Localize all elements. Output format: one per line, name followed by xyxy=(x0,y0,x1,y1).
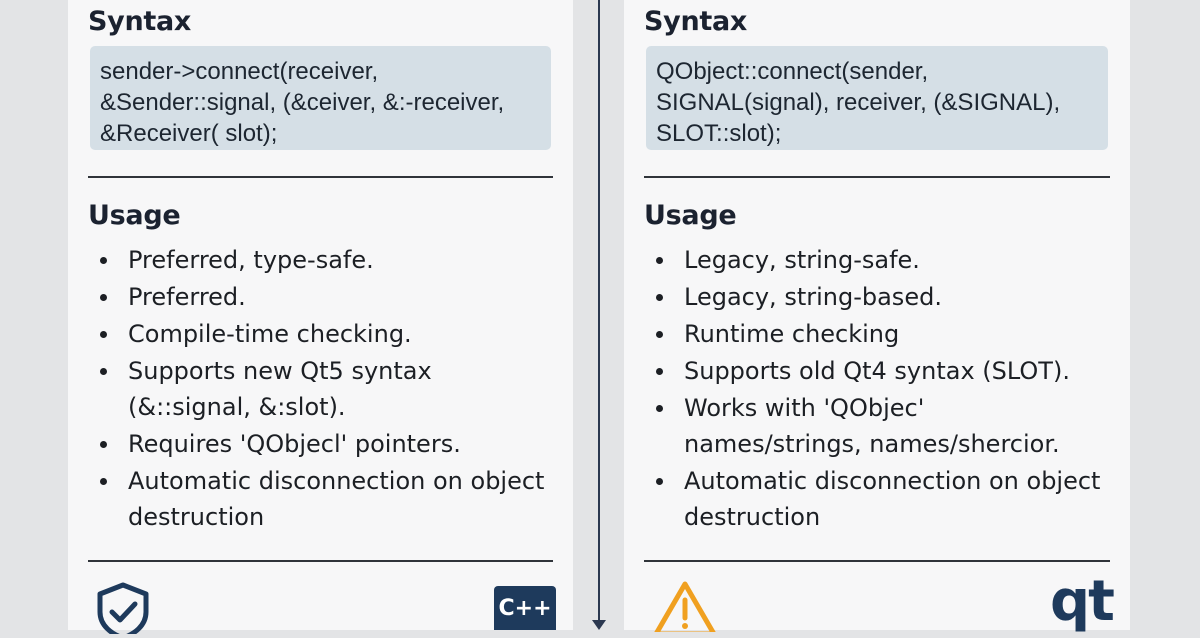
code-line: sender->connect(receiver, xyxy=(100,58,379,85)
code-line: QObject::connect(sender, xyxy=(656,58,929,85)
section-divider xyxy=(88,176,553,178)
code-line: &Sender::signal, (&ceiver, &:-receiver, xyxy=(100,89,505,116)
list-item: Legacy, string-based. xyxy=(644,279,1110,315)
section-divider xyxy=(88,560,553,562)
list-item: Preferred, type-safe. xyxy=(88,242,553,278)
center-divider xyxy=(598,0,600,622)
warning-triangle-icon xyxy=(652,580,718,636)
list-item: Automatic disconnection on object destruction xyxy=(644,463,1104,535)
arrow-down-icon xyxy=(592,620,606,630)
section-divider xyxy=(644,560,1110,562)
list-item: Preferred. xyxy=(88,279,553,315)
usage-heading: Usage xyxy=(644,200,737,231)
new-syntax-panel xyxy=(68,0,573,630)
qt-logo: qt xyxy=(1050,569,1113,634)
code-line: SLOT::slot); xyxy=(656,120,782,147)
list-item: Compile-time checking. xyxy=(88,316,553,352)
cpp-logo: C++ xyxy=(494,586,556,630)
list-item: Supports new Qt5 syntax (&::signal, &:slot). xyxy=(88,353,548,425)
code-snippet xyxy=(90,46,551,150)
code-line: SIGNAL(signal), receiver, (&SIGNAL), xyxy=(656,89,1061,116)
old-syntax-panel xyxy=(624,0,1130,634)
code-line: &Receiver( slot); xyxy=(100,120,278,147)
list-item: Runtime checking xyxy=(644,316,1110,352)
list-item: Requires 'QObjecl' pointers. xyxy=(88,426,553,462)
list-item: Automatic disconnection on object destruction xyxy=(88,463,548,535)
list-item: Works with 'QObjec' names/strings, names/shercior. xyxy=(644,390,1104,462)
section-divider xyxy=(644,176,1110,178)
list-item: Legacy, string-safe. xyxy=(644,242,1110,278)
code-snippet xyxy=(646,46,1108,150)
usage-list xyxy=(88,242,553,536)
list-item: Supports old Qt4 syntax (SLOT). xyxy=(644,353,1110,389)
usage-heading: Usage xyxy=(88,200,181,231)
usage-list xyxy=(644,242,1110,536)
syntax-heading: Syntax xyxy=(88,6,192,37)
syntax-heading: Syntax xyxy=(644,6,748,37)
